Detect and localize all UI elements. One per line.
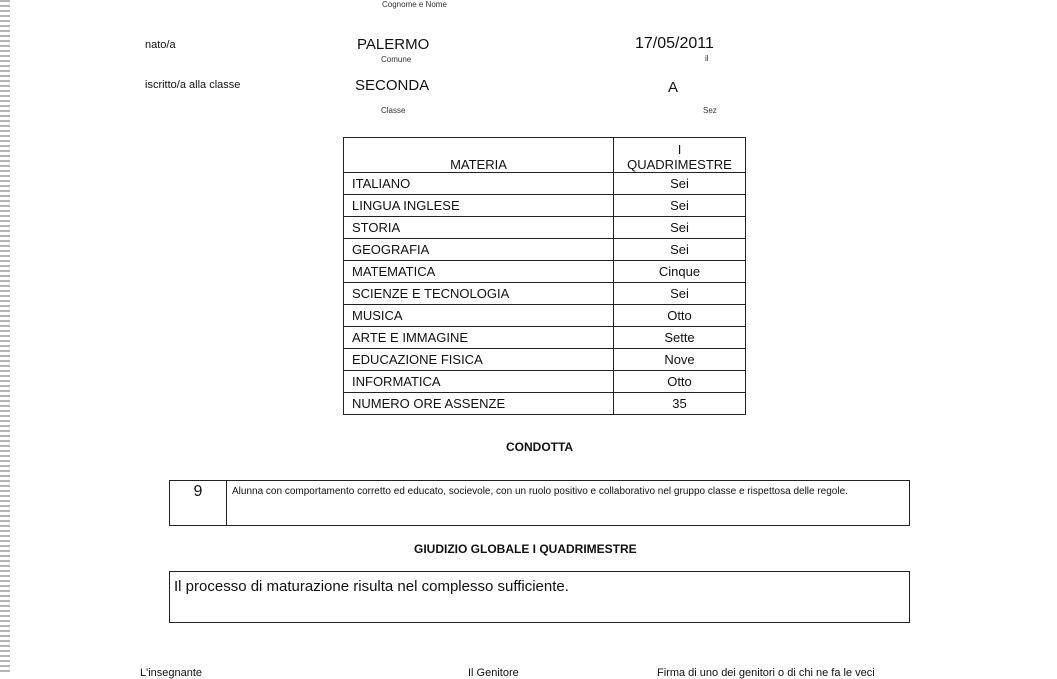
grade-row bbox=[344, 173, 746, 195]
global-judgment-text: Il processo di maturazione risulta nel complesso sufficiente. bbox=[174, 578, 569, 595]
conduct-title: CONDOTTA bbox=[506, 440, 574, 454]
grade-cell: Sei bbox=[614, 283, 746, 305]
grade-row bbox=[344, 217, 746, 239]
enrolled-label: iscritto/a alla classe bbox=[145, 79, 241, 91]
grade-cell: Otto bbox=[614, 305, 746, 327]
conduct-grade: 9 bbox=[170, 481, 227, 525]
subject-cell: NUMERO ORE ASSENZE bbox=[344, 393, 614, 415]
subject-cell: MATEMATICA bbox=[344, 261, 614, 283]
subject-cell: ITALIANO bbox=[344, 173, 614, 195]
parent-signature-label: Il Genitore bbox=[468, 667, 519, 679]
grade-row bbox=[344, 371, 746, 393]
grade-row bbox=[344, 239, 746, 261]
grades-table bbox=[343, 137, 746, 415]
grade-row bbox=[344, 349, 746, 371]
grade-cell: Sei bbox=[614, 195, 746, 217]
grade-cell: Cinque bbox=[614, 261, 746, 283]
subject-column-header: MATERIA bbox=[344, 138, 614, 173]
subject-cell: MUSICA bbox=[344, 305, 614, 327]
term-column-header-line1: I bbox=[677, 142, 682, 157]
comune-value: PALERMO bbox=[357, 36, 430, 53]
global-judgment-title: GIUDIZIO GLOBALE I QUADRIMESTRE bbox=[414, 542, 637, 556]
grades-header-row bbox=[344, 138, 746, 173]
grade-row bbox=[344, 393, 746, 415]
grade-cell: Sei bbox=[614, 173, 746, 195]
grade-row bbox=[344, 283, 746, 305]
class-value: SECONDA bbox=[355, 77, 430, 94]
guardian-signature-label: Firma di uno dei genitori o di chi ne fa le veci bbox=[657, 667, 875, 679]
comune-label: Comune bbox=[381, 55, 412, 64]
grade-cell: Nove bbox=[614, 349, 746, 371]
subject-cell: STORIA bbox=[344, 217, 614, 239]
subject-cell: EDUCAZIONE FISICA bbox=[344, 349, 614, 371]
subject-cell: LINGUA INGLESE bbox=[344, 195, 614, 217]
term-column-header bbox=[614, 138, 746, 173]
grade-cell: 35 bbox=[614, 393, 746, 415]
grade-row bbox=[344, 261, 746, 283]
grade-row bbox=[344, 195, 746, 217]
born-label: nato/a bbox=[145, 39, 176, 51]
conduct-text: Alunna con comportamento corretto ed educato, socievole, con un ruolo positivo e collaborativo nel gruppo classe e rispettosa delle regole. bbox=[232, 486, 848, 497]
grade-cell: Sei bbox=[614, 217, 746, 239]
subject-cell: INFORMATICA bbox=[344, 371, 614, 393]
section-value: A bbox=[668, 79, 679, 96]
grade-cell: Otto bbox=[614, 371, 746, 393]
grade-row bbox=[344, 305, 746, 327]
subject-cell: SCIENZE E TECNOLOGIA bbox=[344, 283, 614, 305]
class-label: Classe bbox=[381, 106, 406, 115]
birth-date-label: il bbox=[705, 54, 709, 63]
grade-cell: Sei bbox=[614, 239, 746, 261]
surname-name-label: Cognome e Nome bbox=[382, 0, 447, 9]
section-label: Sez bbox=[703, 106, 717, 115]
grade-cell: Sette bbox=[614, 327, 746, 349]
grade-row bbox=[344, 327, 746, 349]
birth-date-value: 17/05/2011 bbox=[635, 35, 714, 52]
subject-cell: GEOGRAFIA bbox=[344, 239, 614, 261]
teacher-signature-label: L'insegnante bbox=[140, 667, 203, 679]
subject-cell: ARTE E IMMAGINE bbox=[344, 327, 614, 349]
scan-edge bbox=[0, 0, 10, 675]
term-column-header-line2: QUADRIMESTRE bbox=[627, 157, 732, 172]
